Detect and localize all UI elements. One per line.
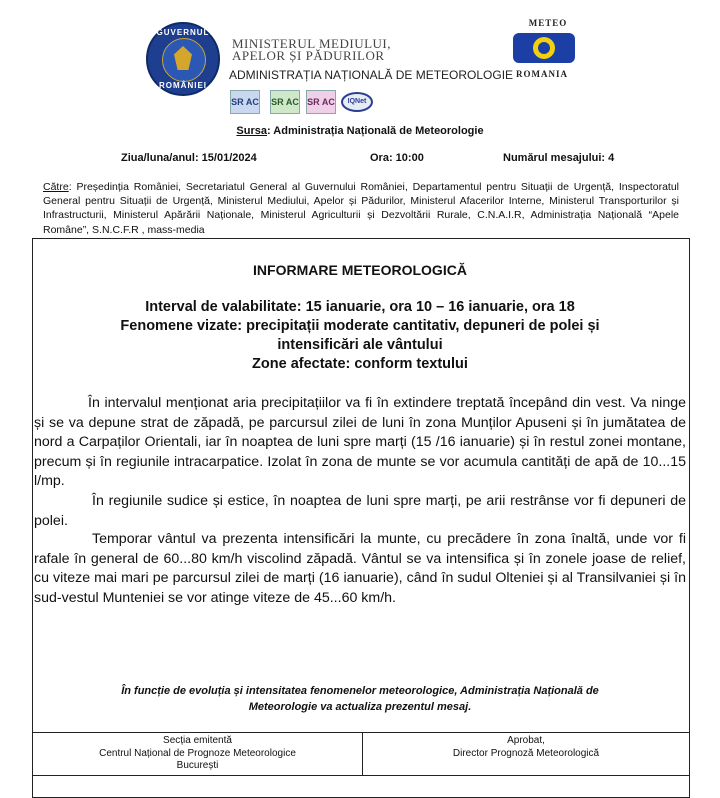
- document-header: [0, 0, 720, 120]
- closing-line-1: În funcție de evoluția și intensitatea fenomenelor meteorologice, Administrația Națională de: [121, 685, 599, 697]
- signature-table: [32, 732, 690, 776]
- message-time: Ora: 10:00: [370, 152, 424, 164]
- seal-text-bottom: ROMÂNIEI: [159, 81, 207, 90]
- recipients-text: : Președinția României, Secretariatul General al Guvernului României, Departamentul pentru Situații de Urgență, Inspectoratul General pentru Situații de Urgență, Ministerul Mediului, Apelor și Pădurilor, Ministerul Afacerilor Interne, Ministerul Transporturilor și Infrastructurii, Ministerul Apărării Naționale, Ministerul Agriculturii și Dezvoltării Rurale, C.N.A.I.R, Administrația Națională “Apele Române”, S.N.C.F.R , mass-media: [43, 181, 679, 236]
- ministry-name: [232, 38, 391, 62]
- phenomena-line-1: Fenomene vizate: precipitații moderate cantitativ, depuneri de polei și: [120, 318, 600, 334]
- source-line: [0, 125, 720, 137]
- phenomena-line-2: intensificări ale vântului: [277, 337, 443, 353]
- paragraph-wind: Temporar vântul va prezenta intensificări la munte, cu precădere în zona înaltă, unde vor fi rafale în general de 60...80 km/h viscolind zăpadă. Vântul se va intensifica și în zonele joase de relief, cu viteze mai mari pe parcursul zilei de marți (16 ianuarie), când în sudul Olteniei și al Transilvaniei și în sud-vestul Munteniei se vor atinge viteze de 45...60 km/h.: [34, 531, 686, 606]
- approver-title: Director Prognoză Meteorologică: [452, 747, 600, 759]
- paragraph-freezing-rain: În regiunile sudice și estice, în noaptea de luni spre marți, pe arii restrânse vor fi depuneri de polei.: [34, 493, 686, 529]
- source-value: : Administrația Națională de Meteorologie: [267, 125, 484, 137]
- bulletin-title: INFORMARE METEOROLOGICĂ: [253, 262, 467, 278]
- affected-areas: Zone afectate: conform textului: [252, 356, 468, 372]
- issuing-section-cell: [33, 733, 363, 775]
- issuing-section-name: Centrul Național de Prognoze Meteorologice: [99, 747, 296, 759]
- source-label: Sursa: [236, 125, 267, 137]
- iqnet-badge: IQNet: [341, 92, 373, 112]
- seal-text-top: GUVERNUL: [156, 28, 210, 37]
- issuing-section-label: Secția emitentă: [163, 735, 232, 746]
- meteo-label: METEO: [528, 18, 568, 28]
- message-number: Numărul mesajului: 4: [503, 152, 615, 164]
- recipients-label: Către: [43, 181, 69, 193]
- validity-interval: Interval de valabilitate: 15 ianuarie, ora 10 – 16 ianuarie, ora 18: [145, 299, 575, 315]
- message-date: Ziua/luna/anul: 15/01/2024: [121, 152, 257, 164]
- romania-label: ROMANIA: [516, 69, 568, 79]
- sun-icon-center: [538, 42, 550, 54]
- government-seal-logo: [146, 22, 220, 96]
- issuing-section-city: București: [176, 760, 219, 771]
- certification-badge-3: SR AC: [306, 90, 336, 114]
- closing-note: [60, 683, 660, 715]
- ministry-line-1: MINISTERUL MEDIULUI,: [232, 36, 391, 51]
- certification-badge-2: SR AC: [270, 90, 300, 114]
- closing-line-2: Meteorologie va actualiza prezentul mesaj.: [248, 701, 472, 713]
- certification-badge-1: SR AC: [230, 90, 260, 114]
- meteo-romania-logo: [513, 33, 575, 63]
- agency-name: ADMINISTRAȚIA NAȚIONALĂ DE METEOROLOGIE: [229, 68, 514, 82]
- ministry-line-2: APELOR ȘI PĂDURILOR: [232, 48, 385, 63]
- approval-label: Aprobat,: [507, 735, 545, 746]
- recipients-list: [43, 180, 679, 237]
- approval-cell: [363, 733, 689, 777]
- paragraph-precipitation: În intervalul menționat aria precipitațiilor va fi în extindere treptată începând din vest. Va ninge și se va depune strat de zăpadă, pe parcursul zilei de luni în zona Munților Apuseni și în jumătatea de nord a Carpaților Orientali, iar în noaptea de luni spre marți (15 /16 ianuarie) și în restul zonei montane, precum și în regiunile intracarpatice. Izolat în zona de munte se vor acumula cantități de apă de 10...15 l/mp.: [34, 395, 686, 489]
